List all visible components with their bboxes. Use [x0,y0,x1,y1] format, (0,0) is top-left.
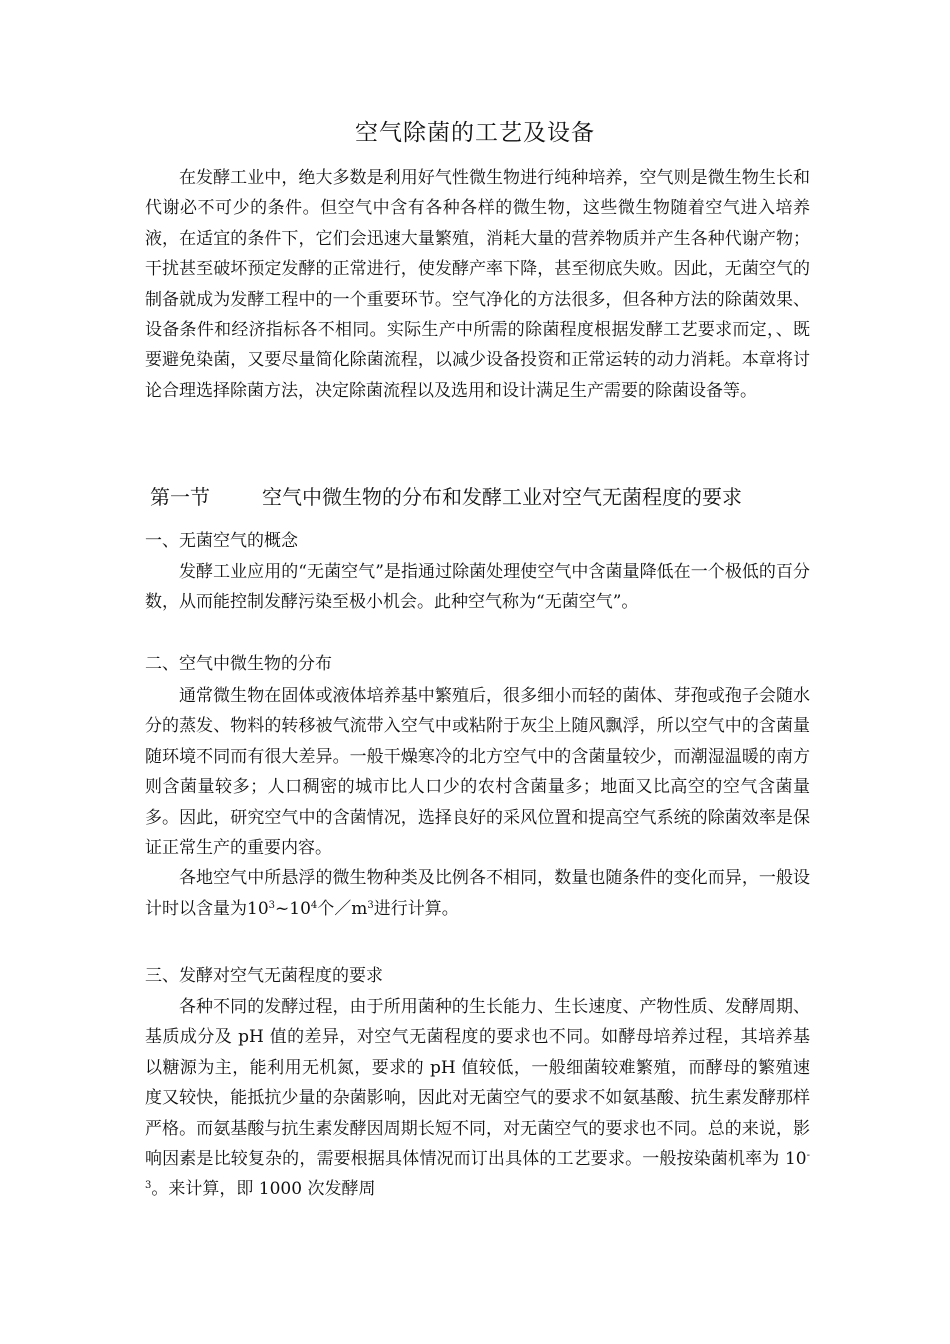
intro-block [145,163,810,406]
subsection-3-body [145,992,810,1205]
subsection-heading-2: 二、空气中微生物的分布 [145,654,332,674]
section-title: 空气中微生物的分布和发酵工业对空气无菌程度的要求 [262,485,742,509]
paragraph: 通常微生物在固体或液体培养基中繁殖后，很多细小而轻的菌体、芽孢或孢子会随水分的蒸发、物料的转移被气流带入空气中或粘附于灰尘上随风飘浮，所以空气中的含菌量随环境不同而有很大差异。一般干燥寒冷的北方空气中的含菌量较少，而潮湿温暖的南方则含菌量较多；人口稠密的城市比人口少的农村含菌量多；地面又比高空的空气含菌量多。因此，研究空气中的含菌情况，选择良好的采风位置和提高空气系统的除菌效率是保证正常生产的重要内容。 [145,686,810,859]
paragraph-with-superscripts: 各地空气中所悬浮的微生物种类及比例各不相同，数量也随条件的变化而异，一般设计时以含量为$10^3\sim 10^4$个$/m^3$进行计算。 [145,868,810,919]
paragraph: 发酵工业应用的“无菌空气”是指通过除菌处理使空气中含菌量降低在一个极低的百分数，从而能控制发酵污染至极小机会。此种空气称为“无菌空气”。 [145,562,810,613]
section-heading [150,482,742,512]
subsection-heading-1: 一、无菌空气的概念 [145,531,298,551]
intro-paragraph: 在发酵工业中，绝大多数是利用好气性微生物进行纯种培养，空气则是微生物生长和代谢必不可少的条件。但空气中含有各种各样的微生物，这些微生物随着空气进入培养液，在适宜的条件下，它们会迅速大量繁殖，消耗大量的营养物质并产生各种代谢产物；干扰甚至破坏预定发酵的正常进行，使发酵产率下降，甚至彻底失败。因此，无菌空气的制备就成为发酵工程中的一个重要环节。空气净化的方法很多，但各种方法的除菌效果、设备条件和经济指标各不相同。实际生产中所需的除菌程度根据发酵工艺要求而定，、既要避免染菌，又要尽量简化除菌流程，以减少设备投资和正常运转的动力消耗。本章将讨论合理选择除菌方法，决定除菌流程以及选用和设计满足生产需要的除菌设备等。 [145,168,810,401]
subsection-1-body [145,557,810,618]
subsection-heading-3: 三、发酵对空气无菌程度的要求 [145,966,383,986]
paragraph-with-superscript: 各种不同的发酵过程，由于所用菌种的生长能力、生长速度、产物性质、发酵周期、基质成分及 pH 值的差异，对空气无菌程度的要求也不同。如酵母培养过程，其培养基以糖源为主，能利用无机氮，要求的 pH 值较低，一般细菌较难繁殖，而酵母的繁殖速度又较快，能抵抗少量的杂菌影响，因此对无菌空气的要求不如氨基酸、抗生素发酵那样严格。而氨基酸与抗生素发酵因周期长短不同，对无菌空气的要求也不同。总的来说，影响因素是比较复杂的，需要根据具体情况而订出具体的工艺要求。一般按染菌机率为 $10^{-3}$。来计算，即 1000 次发酵周 [145,997,810,1200]
section-number: 第一节 [150,485,210,509]
subsection-2-body [145,681,810,924]
document-title: 空气除菌的工艺及设备 [355,120,595,146]
